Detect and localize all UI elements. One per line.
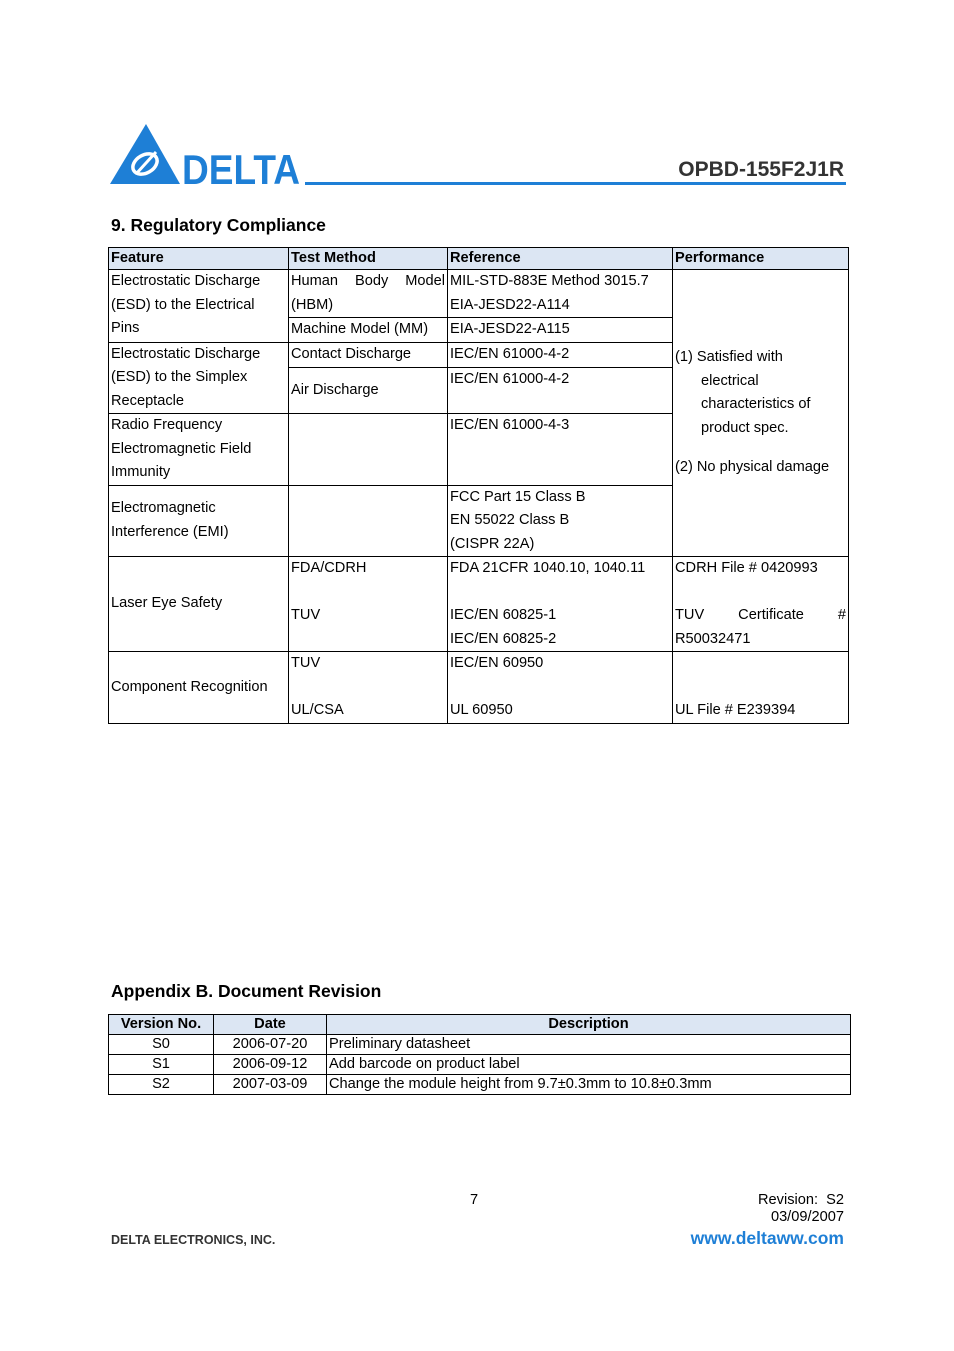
- table-row: [109, 652, 849, 724]
- version-cell: S0: [109, 1035, 214, 1055]
- cell-text: UL File # E239394: [675, 702, 796, 718]
- cell-text: (ESD) to the Simplex: [111, 369, 248, 385]
- cell-text: FDA/CDRH: [291, 560, 367, 576]
- cell-text: R50032471: [675, 630, 751, 647]
- method-cell: Air Discharge: [289, 368, 448, 414]
- cell-text: FCC Part 15 Class B: [450, 488, 586, 505]
- cell-text: TUV: [291, 655, 321, 671]
- reference-cell: [448, 557, 673, 652]
- cell-text: characteristics of: [701, 396, 811, 413]
- cell-text: (ESD) to the Electrical: [111, 296, 255, 313]
- reference-cell: EIA-JESD22-A115: [448, 318, 673, 343]
- cell-text: Interference (EMI): [111, 523, 229, 540]
- feature-cell: [109, 342, 289, 414]
- reference-cell: [448, 652, 673, 724]
- cell-text: Electrostatic Discharge: [111, 345, 261, 362]
- cell-text: UL/CSA: [291, 702, 344, 718]
- cell-text: EIA-JESD22-A114: [450, 296, 570, 313]
- cell-text: Pins: [111, 320, 140, 336]
- performance-cell: [673, 652, 849, 724]
- cell-text: Electromagnetic Field: [111, 440, 252, 457]
- section-title: 9. Regulatory Compliance: [111, 215, 326, 235]
- cell-text: (1) Satisfied with: [675, 349, 783, 366]
- cell-text: FDA 21CFR 1040.10, 1040.11: [450, 560, 646, 576]
- version-cell: S2: [109, 1075, 214, 1095]
- cell-text: CDRH File # 0420993: [675, 560, 818, 576]
- revision-table: [108, 1014, 851, 1095]
- table-row: [109, 1035, 851, 1055]
- method-cell: [289, 414, 448, 486]
- reference-cell: IEC/EN 61000-4-2: [448, 368, 673, 414]
- date-cell: 2007-03-09: [214, 1075, 327, 1095]
- description-cell: Preliminary datasheet: [327, 1035, 851, 1055]
- cell-text: TUV Certificate #: [675, 607, 846, 623]
- cell-text: UL 60950: [450, 702, 513, 718]
- cell-text: TUV: [291, 607, 321, 623]
- cell-text: IEC/EN 60950: [450, 655, 544, 671]
- cell-text: IEC/EN 60825-2: [450, 630, 557, 647]
- method-cell: [289, 557, 448, 652]
- revision-label: Revision: S2: [758, 1192, 844, 1208]
- feature-cell: [109, 414, 289, 486]
- performance-cell: [673, 270, 849, 557]
- logo-wordmark: DELTA: [182, 146, 300, 193]
- cell-text: Electrostatic Discharge: [111, 273, 261, 289]
- column-header: Feature: [109, 248, 289, 270]
- cell-text: electrical: [701, 372, 759, 389]
- version-cell: S1: [109, 1055, 214, 1075]
- date-cell: 2006-07-20: [214, 1035, 327, 1055]
- column-header: Version No.: [109, 1015, 214, 1035]
- feature-cell: Laser Eye Safety: [109, 557, 289, 652]
- method-cell: Contact Discharge: [289, 342, 448, 368]
- cell-text: (CISPR 22A): [450, 535, 535, 552]
- cell-text: MIL-STD-883E Method 3015.7: [450, 273, 649, 289]
- cell-text: (2) No physical damage: [675, 459, 830, 476]
- cell-text: Immunity: [111, 464, 171, 480]
- reference-cell: [448, 485, 673, 557]
- revision-date: 03/09/2007: [770, 1209, 844, 1225]
- reference-cell: [448, 270, 673, 318]
- performance-cell: [673, 557, 849, 652]
- column-header: Test Method: [289, 248, 448, 270]
- column-header: Description: [327, 1015, 851, 1035]
- cell-text: Electromagnetic: [111, 500, 216, 517]
- document-id: OPBD-155F2J1R: [678, 158, 844, 181]
- page-number: 7: [470, 1192, 479, 1208]
- cell-text: Receptacle: [111, 392, 185, 409]
- header-rule: [305, 182, 846, 185]
- column-header: Date: [214, 1015, 327, 1035]
- description-cell: Add barcode on product label: [327, 1055, 851, 1075]
- date-cell: 2006-09-12: [214, 1055, 327, 1075]
- reference-cell: IEC/EN 61000-4-2: [448, 342, 673, 368]
- revision-info: [758, 1192, 844, 1226]
- description-cell: Change the module height from 9.7±0.3mm to 10.8±0.3mm: [327, 1075, 851, 1095]
- feature-cell: [109, 270, 289, 343]
- table-header-row: [109, 1015, 851, 1035]
- table-row: [109, 1055, 851, 1075]
- table-row: [109, 557, 849, 652]
- table-header-row: [109, 248, 849, 270]
- table-row: [109, 270, 849, 318]
- reference-cell: IEC/EN 61000-4-3: [448, 414, 673, 486]
- cell-text: EN 55022 Class B: [450, 512, 570, 528]
- column-header: Reference: [448, 248, 673, 270]
- cell-text: product spec.: [701, 419, 789, 436]
- column-header: Performance: [673, 248, 849, 270]
- method-cell: [289, 652, 448, 724]
- feature-cell: [109, 485, 289, 557]
- appendix-title: Appendix B. Document Revision: [111, 981, 382, 1001]
- website-link[interactable]: www.deltaww.com: [690, 1228, 844, 1248]
- method-cell: Machine Model (MM): [289, 318, 448, 343]
- cell-text: IEC/EN 60825-1: [450, 607, 557, 623]
- cell-text: Radio Frequency: [111, 417, 223, 433]
- company-name: DELTA ELECTRONICS, INC.: [111, 1233, 276, 1247]
- delta-logo: [110, 122, 302, 193]
- method-cell: [289, 485, 448, 557]
- table-row: [109, 1075, 851, 1095]
- regulatory-table: [108, 247, 849, 724]
- feature-cell: Component Recognition: [109, 652, 289, 724]
- method-cell: Human Body Model (HBM): [289, 270, 448, 318]
